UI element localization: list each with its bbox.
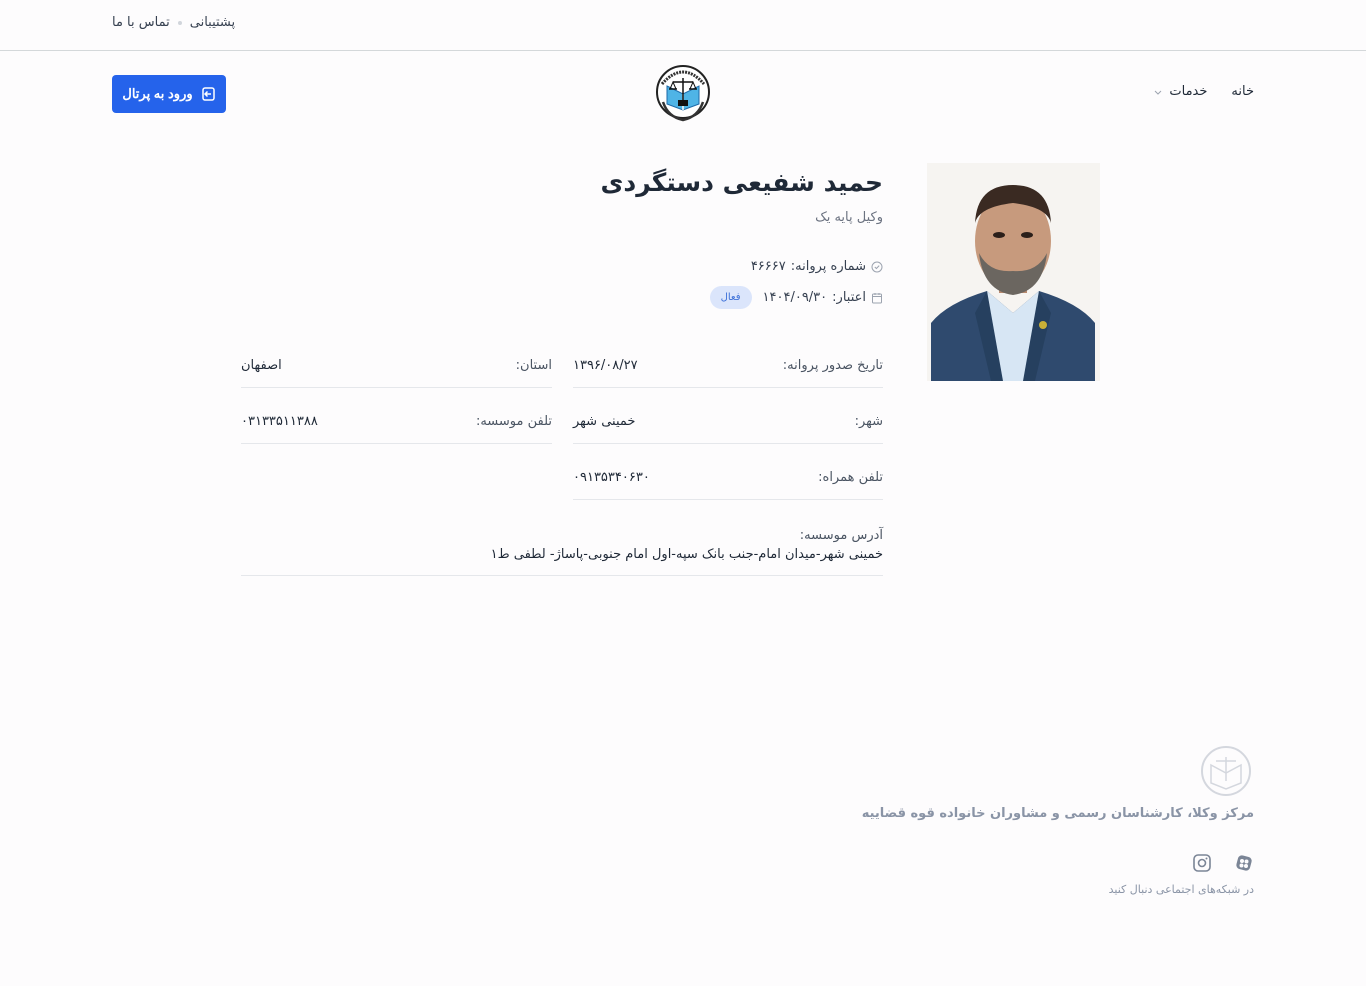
- calendar-icon: [871, 292, 883, 304]
- nav-item-services[interactable]: [1153, 84, 1207, 99]
- footer-emblem-icon: [1199, 743, 1253, 799]
- field-label: استان:: [515, 358, 552, 373]
- field-license-issue-date: [573, 344, 883, 388]
- bar-association-emblem-icon[interactable]: [654, 62, 712, 124]
- field-office-address: [241, 528, 883, 576]
- header: [0, 52, 1366, 134]
- top-links: [112, 15, 235, 30]
- portal-login-button[interactable]: [112, 75, 226, 113]
- instagram-icon[interactable]: [1192, 853, 1212, 873]
- lawyer-portrait-photo: [927, 163, 1100, 381]
- nav-item-label: خدمات: [1169, 84, 1208, 99]
- field-value: ۰۳۱۳۳۵۱۱۳۸۸: [241, 414, 318, 429]
- follow-social-text: در شبکه‌های اجتماعی دنبال کنید: [1108, 883, 1254, 896]
- separator-dot: [178, 21, 182, 25]
- portal-login-label: ورود به پرتال: [122, 86, 193, 101]
- field-mobile-phone: [573, 456, 883, 500]
- support-link[interactable]: پشتیبانی: [189, 15, 236, 30]
- field-label: آدرس موسسه:: [799, 528, 883, 543]
- check-circle-icon: [871, 261, 883, 273]
- field-label: تاریخ صدور پروانه:: [782, 358, 883, 373]
- login-icon: [200, 86, 216, 102]
- nav-item-home[interactable]: [1231, 84, 1254, 99]
- validity-value: ۱۴۰۴/۰۹/۳۰: [762, 290, 828, 305]
- license-label: شماره پروانه:: [790, 259, 866, 274]
- validity-label: اعتبار:: [832, 290, 866, 305]
- status-badge: فعال: [710, 286, 752, 309]
- field-city: [573, 400, 883, 444]
- contact-us-link[interactable]: تماس با ما: [112, 15, 170, 30]
- field-label: تلفن موسسه:: [475, 414, 552, 429]
- social-links: [1192, 853, 1254, 873]
- field-value: خمینی شهر-میدان امام-جنب بانک سپه-اول امام جنوبی-پاساژ- لطفی ط۱: [490, 547, 883, 562]
- footer-org-name: مرکز وکلا، کارشناسان رسمی و مشاوران خانواده قوه قضاییه: [861, 806, 1254, 821]
- aparat-icon[interactable]: [1234, 853, 1254, 873]
- main-nav: [1153, 84, 1254, 99]
- top-bar: [0, 0, 1366, 51]
- license-number-row: [751, 259, 883, 274]
- nav-item-label: خانه: [1231, 84, 1254, 99]
- validity-row: [710, 286, 883, 309]
- chevron-down-icon: [1153, 87, 1163, 97]
- field-province: [241, 344, 552, 388]
- lawyer-name: حمید شفیعی دستگردی: [600, 168, 883, 197]
- field-value: اصفهان: [241, 358, 282, 373]
- license-value: ۴۶۶۶۷: [750, 259, 786, 274]
- field-label: شهر:: [854, 414, 883, 429]
- field-value: ۰۹۱۳۵۳۴۰۶۳۰: [573, 470, 650, 485]
- lawyer-title: وکیل پایه یک: [815, 210, 883, 225]
- field-office-phone: [241, 400, 552, 444]
- field-label: تلفن همراه:: [818, 470, 883, 485]
- field-value: خمینی شهر: [573, 414, 636, 429]
- field-value: ۱۳۹۶/۰۸/۲۷: [573, 358, 638, 373]
